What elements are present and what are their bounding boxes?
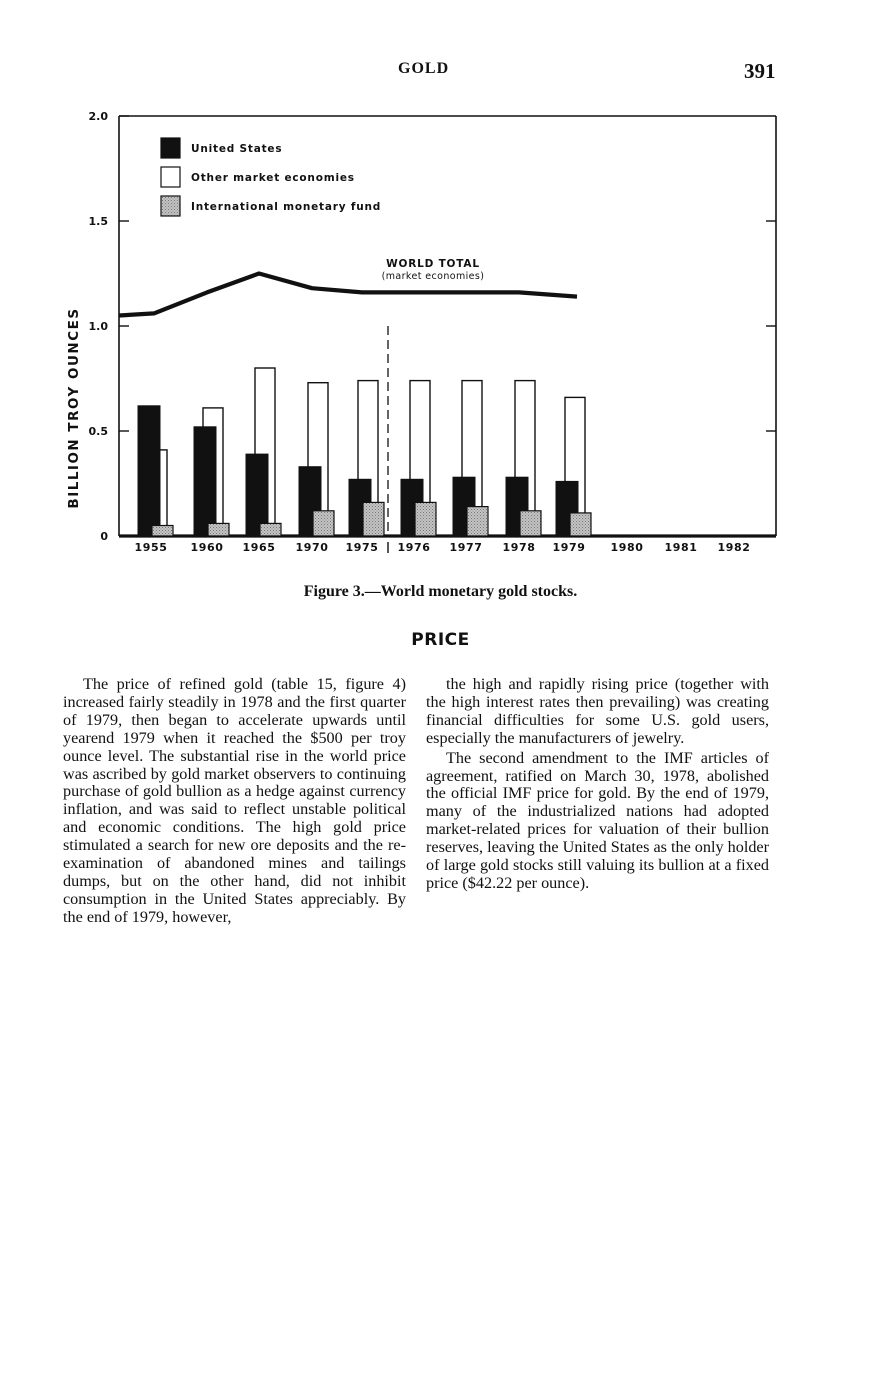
bar-imf [570,513,591,536]
bar-imf [152,526,173,537]
bar-imf [260,523,281,536]
chart-bars [138,368,591,536]
body-column-right [426,676,769,893]
x-tick-label: 1965 [242,541,276,554]
bar-imf [520,511,541,536]
x-tick-label: 1980 [610,541,644,554]
y-tick-label: 0 [100,530,108,543]
paragraph: The price of refined gold (table 15, figure 4) increased fairly steadily in 1978 and the first quarter of 1979, then began to accelerate upwards until yearend 1979 when it reached the $500 per troy ounce level. The substantial rise in the world price was ascribed by gold market observers to continuing purchase of gold bullion as a hedge against currency inflation, and was said to reflect unstable political and economic conditions. The high gold price stimulated a search for new ore deposits and the reexamination of abandoned mines and tailings dumps, but on the other hand, did not inhibit consumption in the United States appreciably. By the end of 1979, however, [63,675,406,926]
world-total-sublabel: (market economies) [381,271,485,282]
paragraph: The second amendment to the IMF articles of agreement, ratified on March 30, 1978, abolished the official IMF price for gold. By the end of 1979, many of the industrialized nations had adopted market-related prices for valuation of their bullion reserves, leaving the United States as the only holder of large gold stocks still valuing its bullion at a fixed price ($42.22 per ounce). [426,748,769,892]
x-tick-label: 1976 [397,541,431,554]
section-heading: PRICE [411,630,470,650]
y-axis-label: BILLION TROY OUNCES [66,307,82,509]
bar-imf [363,502,384,536]
x-tick-label: 1979 [552,541,586,554]
legend-label: Other market economies [191,172,355,184]
x-tick-label: 1977 [449,541,483,554]
bar-imf [313,511,334,536]
legend-swatch [161,167,180,187]
bar-imf [467,507,488,536]
legend-swatch [161,138,180,158]
legend-label: International monetary fund [191,201,382,213]
world-total-label: WORLD TOTAL [386,258,480,270]
x-tick-label: 1955 [134,541,168,554]
y-tick-label: 2.0 [88,110,108,123]
chart-legend [161,138,381,216]
world-total-line [119,274,577,316]
bar-united-states [194,427,216,536]
y-tick-label: 1.0 [88,320,108,333]
y-tick-label: 1.5 [88,215,108,228]
page-number: 391 [744,59,776,83]
x-tick-label: 1960 [190,541,224,554]
legend-label: United States [191,143,283,155]
running-header [0,56,881,86]
bar-united-states [138,406,160,536]
x-tick-label: 1975 [345,541,379,554]
x-tick-label: 1981 [664,541,698,554]
x-tick-label: 1970 [295,541,329,554]
bar-imf [208,523,229,536]
legend-swatch [161,196,180,216]
running-title: GOLD [398,60,450,77]
y-tick-label: 0.5 [88,425,108,438]
paragraph: the high and rapidly rising price (together with the high interest rates then prevailing) was creating financial difficulties for some U.S. gold users, especially the manufacturers of jewelry. [426,675,769,747]
bar-imf [415,502,436,536]
x-tick-label: 1982 [717,541,751,554]
gold-stocks-chart [0,95,881,575]
chart-line [119,274,577,316]
body-column-left [63,676,406,927]
x-tick-label: 1978 [502,541,536,554]
figure-caption: Figure 3.—World monetary gold stocks. [303,583,578,600]
